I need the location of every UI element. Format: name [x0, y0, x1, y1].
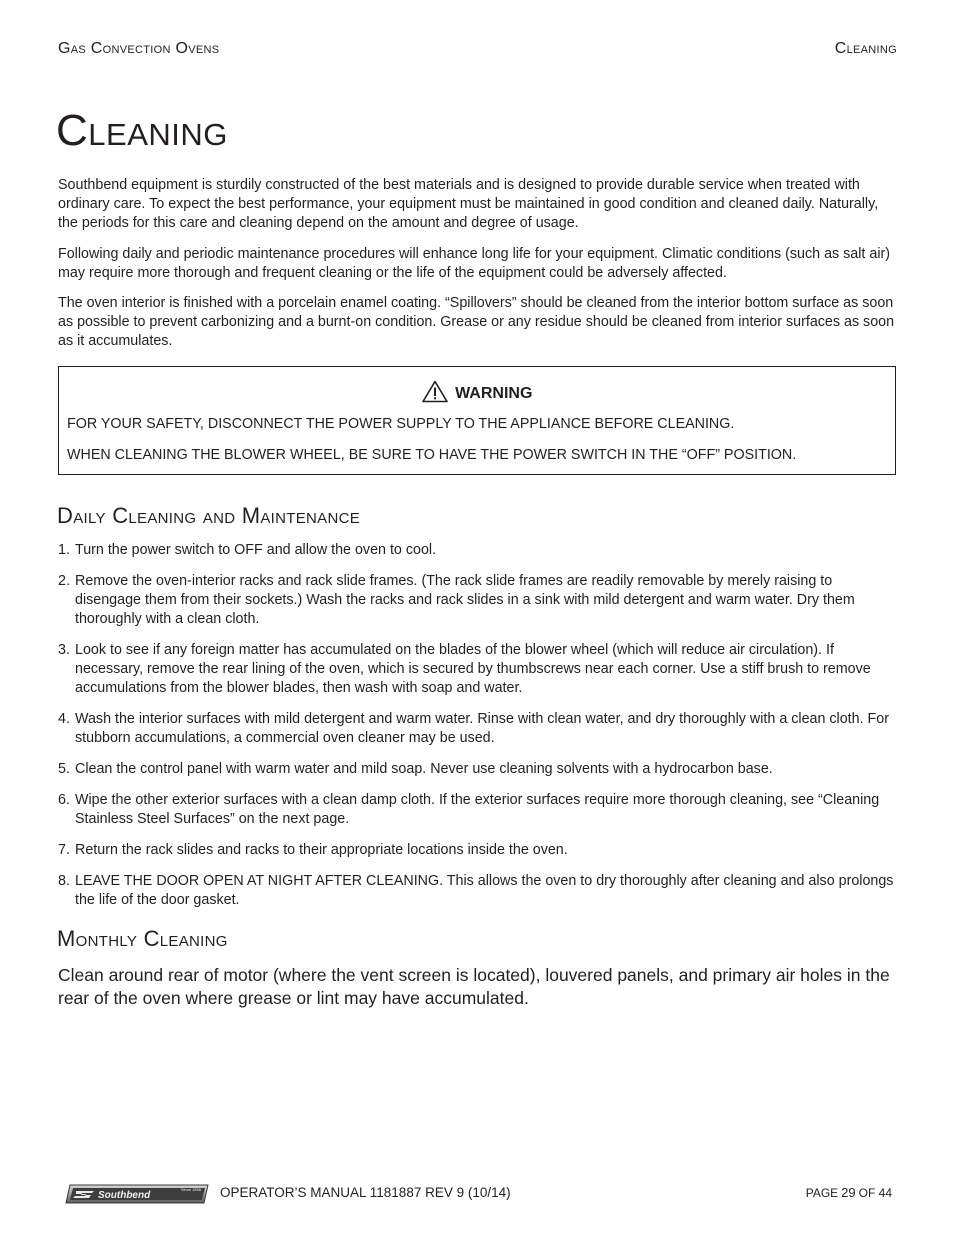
page-num: 29	[841, 1185, 856, 1200]
step-text: Clean the control panel with warm water and mild soap. Never use cleaning solvents with a hydrocarbon base.	[75, 761, 773, 777]
list-item	[58, 572, 900, 629]
step-text: LEAVE THE DOOR OPEN AT NIGHT AFTER CLEANING. This allows the oven to dry thoroughly after cleaning and also prolongs the life of the door gasket.	[75, 873, 894, 908]
page-of: OF 44	[858, 1186, 892, 1200]
step-text: Remove the oven-interior racks and rack slide frames. (The rack slide frames are readily removable by merely raising to disengage them from their sockets.) Wash the racks and rack slides in a sink with mild detergent and warm water. Dry them thoroughly with a clean cloth.	[75, 573, 855, 627]
warning-box	[58, 366, 896, 475]
list-item	[58, 760, 900, 779]
step-text: Turn the power switch to OFF and allow the oven to cool.	[75, 542, 437, 558]
list-item	[58, 791, 900, 829]
warning-heading	[59, 380, 895, 403]
intro-paragraph-1: Southbend equipment is sturdily constructed of the best materials and is designed to provide durable service when treated with ordinary care. To expect the best performance, your equipment must be maintained in good condition and cleaned daily. Naturally, the periods for this care and cleaning depend on the amount and degree of usage.	[58, 177, 879, 231]
daily-heading: Daily Cleaning and Maintenance	[57, 503, 361, 528]
intro-paragraph-3: The oven interior is finished with a porcelain enamel coating. “Spillovers” should be cleaned from the interior bottom surface as soon as possible to prevent carbonizing and a burnt-on condition. Grease or any residue should be cleaned from interior surfaces as soon as it accumulates.	[58, 295, 895, 349]
page-title: Cleaning	[56, 106, 228, 155]
daily-steps-list	[58, 541, 900, 922]
step-number: 3.	[58, 642, 70, 658]
logo-since: Since 1898	[181, 1187, 202, 1192]
step-number: 7.	[58, 842, 70, 858]
southbend-logo	[64, 1182, 212, 1206]
warning-triangle-icon	[422, 380, 448, 403]
step-number: 5.	[58, 761, 70, 777]
step-number: 1.	[58, 542, 70, 558]
list-item	[58, 541, 900, 560]
list-item	[58, 841, 900, 860]
step-number: 8.	[58, 873, 70, 889]
intro-paragraph-2: Following daily and periodic maintenance procedures will enhance long life for your equipment. Climatic conditions (such as salt air) may require more thorough and frequent cleaning or the life of the equipment could be adversely affected.	[58, 246, 891, 281]
running-header-left: Gas Convection Ovens	[58, 40, 220, 57]
list-item	[58, 641, 900, 698]
step-text: Wipe the other exterior surfaces with a clean damp cloth. If the exterior surfaces require more thorough cleaning, see “Cleaning Stainless Steel Surfaces” on the next page.	[75, 792, 880, 827]
page-number	[806, 1185, 892, 1200]
list-item	[58, 872, 900, 910]
logo-wordmark: Southbend	[98, 1190, 151, 1201]
page-footer	[0, 1182, 954, 1208]
warning-line-2: WHEN CLEANING THE BLOWER WHEEL, BE SURE TO HAVE THE POWER SWITCH IN THE “OFF” POSITION.	[67, 447, 797, 463]
monthly-paragraph: Clean around rear of motor (where the vent screen is located), louvered panels, and primary air holes in the rear of the oven where grease or lint may have accumulated.	[58, 965, 890, 1008]
manual-reference: OPERATOR’S MANUAL 1181887 REV 9 (10/14)	[220, 1185, 511, 1200]
step-text: Wash the interior surfaces with mild detergent and warm water. Rinse with clean water, and dry thoroughly with a clean cloth. For stubborn accumulations, a commercial oven cleaner may be used.	[75, 711, 889, 746]
step-number: 6.	[58, 792, 70, 808]
monthly-heading: Monthly Cleaning	[57, 926, 228, 951]
list-item	[58, 710, 900, 748]
page-label: PAGE	[805, 1186, 839, 1200]
warning-heading-text: WARNING	[455, 385, 533, 402]
step-number: 4.	[58, 711, 70, 727]
running-header-right: Cleaning	[834, 40, 897, 57]
step-text: Look to see if any foreign matter has accumulated on the blades of the blower wheel (which will reduce air circulation). If necessary, remove the rear lining of the oven, which is secured by thumbscrews near each corner. Use a stiff brush to remove accumulations from the blower blades, then wash with soap and water.	[75, 642, 871, 696]
step-text: Return the rack slides and racks to their appropriate locations inside the oven.	[75, 842, 568, 858]
step-number: 2.	[58, 573, 70, 589]
warning-line-1: FOR YOUR SAFETY, DISCONNECT THE POWER SUPPLY TO THE APPLIANCE BEFORE CLEANING.	[67, 416, 735, 432]
